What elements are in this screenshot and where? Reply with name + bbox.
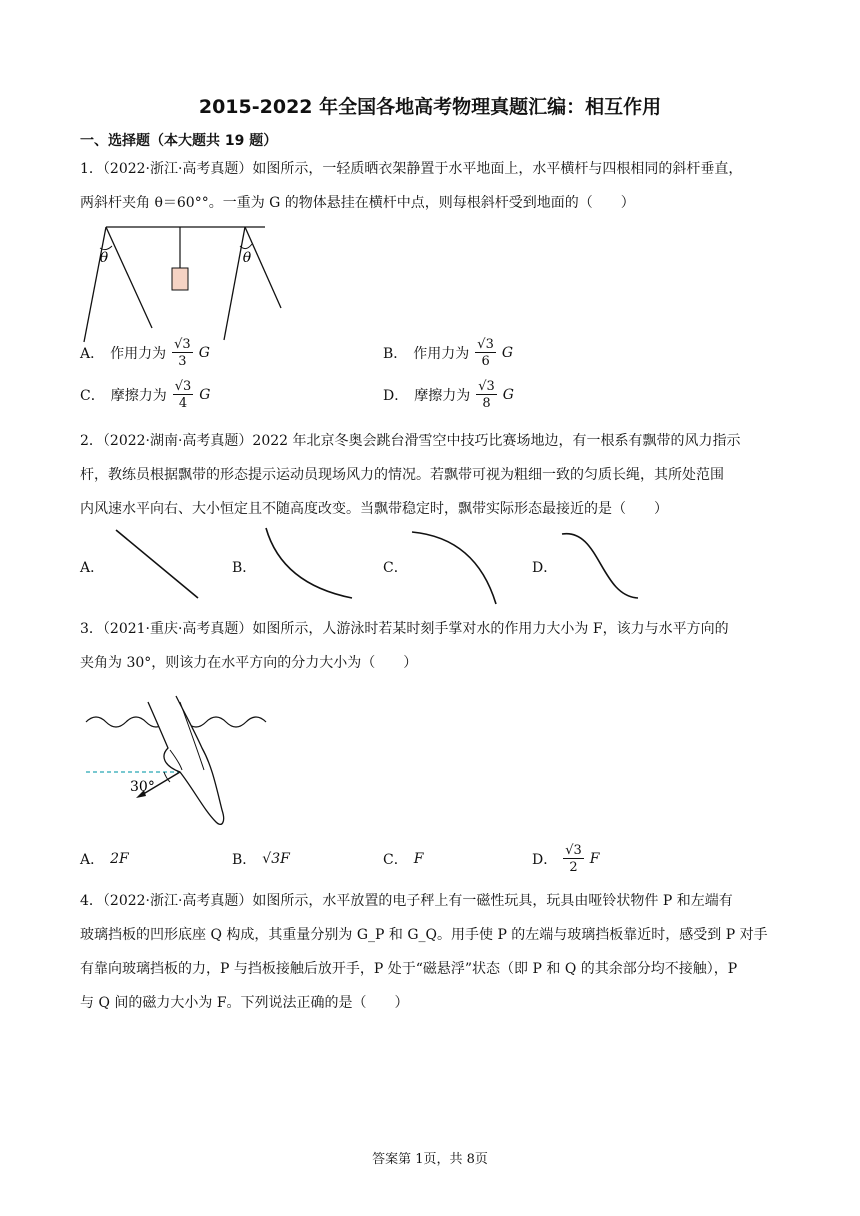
theta-label-right: θ <box>242 250 252 266</box>
angle-label-30: 30° <box>130 779 155 795</box>
q2-option-d-label[interactable]: D． <box>532 560 558 576</box>
question-1-text <box>80 152 780 220</box>
question-4-line-2: 玻璃挡板的凹形底座 Q 构成，其重量分别为 G_P 和 G_Q。用手使 P 的左端与玻璃挡板靠近时，感受到 P 对手 <box>80 927 768 943</box>
page-title: 2015-2022 年全国各地高考物理真题汇编：相互作用 <box>198 96 662 118</box>
question-4-text <box>80 884 780 1020</box>
q3-option-a[interactable]: A． 2F <box>80 851 129 868</box>
question-4-line-1: 4．（2022·浙江·高考真题）如图所示，水平放置的电子秤上有一磁性玩具，玩具由哑铃状物件 P 和左端有 <box>80 893 733 909</box>
question-3-line-1: 3．（2021·重庆·高考真题）如图所示，人游泳时若某时刻手掌对水的作用力大小为 F，该力与水平方向的 <box>80 621 729 637</box>
q1-option-c[interactable]: C． 摩擦力为 $\frac{√3}{4}$ G <box>80 379 211 411</box>
q3-option-b[interactable]: B． √3F <box>232 851 290 868</box>
question-2-line-2: 杆，教练员根据飘带的形态提示运动员现场风力的情况。若飘带可视为粗细一致的匀质长绳，其所处范围 <box>80 467 724 483</box>
q3-option-c[interactable]: C． F <box>383 851 424 868</box>
ribbon-shape-d <box>560 530 660 610</box>
q1-option-d[interactable]: D． 摩擦力为 $\frac{√3}{8}$ G <box>383 379 514 411</box>
q2-option-a-label[interactable]: A． <box>80 560 105 576</box>
q2-option-b-label[interactable]: B． <box>232 560 257 576</box>
theta-label-left: θ <box>99 250 109 266</box>
question-1-line-1: 1．（2022·浙江·高考真题）如图所示，一轻质晒衣架静置于水平地面上，水平横杆与四根相同的斜杆垂直， <box>80 161 743 177</box>
q2-option-c-label[interactable]: C． <box>383 560 408 576</box>
question-4-line-4: 与 Q 间的磁力大小为 F。下列说法正确的是（ ） <box>80 995 409 1011</box>
question-3-text <box>80 612 780 680</box>
swimming-hand-figure <box>84 690 284 830</box>
page-footer: 答案第 1页，共 8页 <box>372 1152 488 1167</box>
section-heading: 一、选择题（本大题共 19 题） <box>80 133 278 149</box>
clothes-rack-figure <box>80 222 290 347</box>
ribbon-shape-a <box>110 526 210 606</box>
question-2-line-1: 2．（2022·湖南·高考真题）2022 年北京冬奥会跳台滑雪空中技巧比赛场地边，有一根系有飘带的风力指示 <box>80 433 741 449</box>
question-4-line-3: 有靠向玻璃挡板的力，P 与挡板接触后放开手，P 处于“磁悬浮”状态（即 P 和 Q 的其余部分均不接触），P <box>80 961 738 977</box>
ribbon-shape-b <box>262 524 362 604</box>
q1-option-a[interactable]: A． 作用力为 $\frac{√3}{3}$ G <box>80 337 210 369</box>
question-2-text <box>80 424 780 526</box>
q1-option-b[interactable]: B． 作用力为 $\frac{√3}{6}$ G <box>383 337 514 369</box>
ribbon-shape-c <box>410 528 510 608</box>
question-1-line-2: 两斜杆夹角 θ＝60°°。一重为 G 的物体悬挂在横杆中点，则每根斜杆受到地面的（ ） <box>80 195 635 211</box>
question-2-line-3: 内风速水平向右、大小恒定且不随高度改变。当飘带稳定时，飘带实际形态最接近的是（ ） <box>80 501 668 517</box>
q3-option-d[interactable]: D． $\frac{√3}{2}$ F <box>532 843 600 875</box>
question-3-line-2: 夹角为 30°，则该力在水平方向的分力大小为（ ） <box>80 655 418 671</box>
